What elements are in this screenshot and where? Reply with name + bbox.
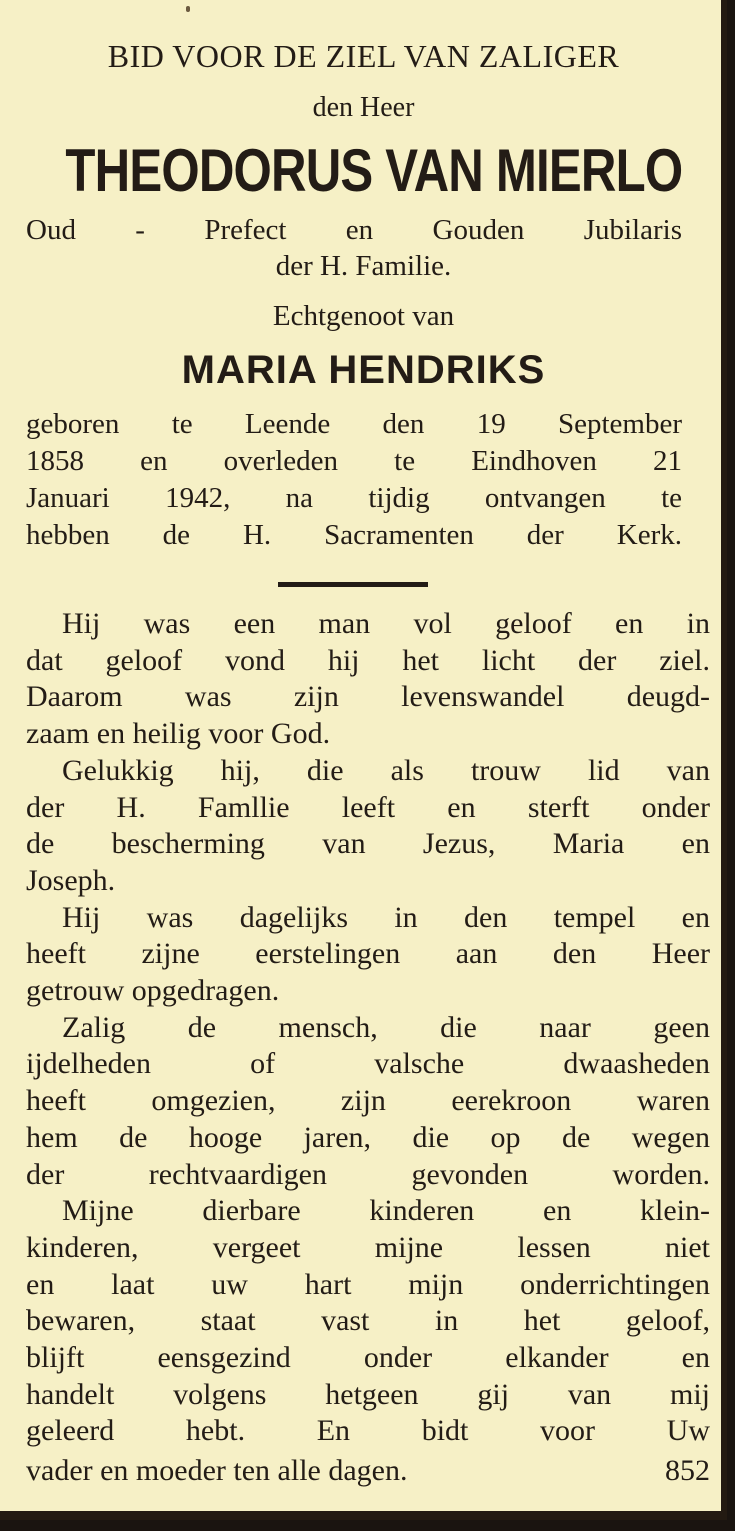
- pin-mark: [186, 6, 190, 12]
- body-line: handelt volgens hetgeen gij van mij: [26, 1377, 710, 1411]
- body-line: Daarom was zijn levenswandel deugd-: [26, 680, 710, 714]
- honorific: den Heer: [312, 92, 415, 123]
- card-number: 852: [665, 1454, 710, 1487]
- closing-text: vader en moeder ten alle dagen.: [26, 1454, 408, 1487]
- bio-line: 1858 en overleden te Eindhoven 21: [26, 445, 682, 477]
- spouse-name: MARIA HENDRIKS: [181, 348, 546, 392]
- closing-line: [26, 1454, 710, 1490]
- body-line: Joseph.: [26, 863, 116, 897]
- body-line: Gelukkig hij, die als trouw lid van: [62, 753, 710, 787]
- body-line: kinderen, vergeet mijne lessen niet: [26, 1230, 710, 1264]
- spouse-label: Echtgenoot van: [272, 300, 455, 332]
- body-line: Mijne dierbare kinderen en klein-: [62, 1194, 710, 1228]
- body-line: geleerd hebt. En bidt voor Uw: [26, 1414, 710, 1448]
- body-line: ijdelheden of valsche dwaasheden: [26, 1047, 710, 1081]
- title-line-1: Oud - Prefect en Gouden Jubilaris: [26, 214, 682, 246]
- body-line: hem de hooge jaren, die op de wegen: [26, 1120, 710, 1154]
- body-line: zaam en heilig voor God.: [26, 717, 331, 751]
- body-line: bewaren, staat vast in het geloof,: [26, 1304, 710, 1338]
- title-line-2: der H. Familie.: [275, 250, 452, 282]
- body-line: dat geloof vond hij het licht der ziel.: [26, 643, 710, 677]
- bio-line: hebben de H. Sacramenten der Kerk.: [26, 519, 682, 551]
- body-line: de bescherming van Jezus, Maria en: [26, 827, 710, 861]
- body-line: heeft omgezien, zijn eerekroon waren: [26, 1084, 710, 1118]
- divider: [278, 582, 428, 587]
- body-line: heeft zijne eerstelingen aan den Heer: [26, 937, 710, 971]
- body-line: blijft eensgezind onder elkander en: [26, 1341, 710, 1374]
- body-line: der rechtvaardigen gevonden worden.: [26, 1157, 710, 1191]
- bio-line: Januari 1942, na tijdig ontvangen te: [26, 482, 682, 514]
- bio-line: geboren te Leende den 19 September: [26, 408, 682, 440]
- body-line: der H. Famllie leeft en sterft onder: [26, 790, 710, 824]
- prayer-heading: BID VOOR DE ZIEL VAN ZALIGER: [107, 38, 620, 74]
- body-line: Hij was een man vol geloof en in: [62, 607, 710, 640]
- body-line: Zalig de mensch, die naar geen: [62, 1010, 710, 1044]
- body-line: getrouw opgedragen.: [26, 974, 280, 1007]
- body-line: Hij was dagelijks in den tempel en: [62, 900, 710, 934]
- body-line: en laat uw hart mijn onderrichtingen: [26, 1267, 710, 1301]
- deceased-name: THEODORUS VAN MIERLO: [65, 137, 683, 204]
